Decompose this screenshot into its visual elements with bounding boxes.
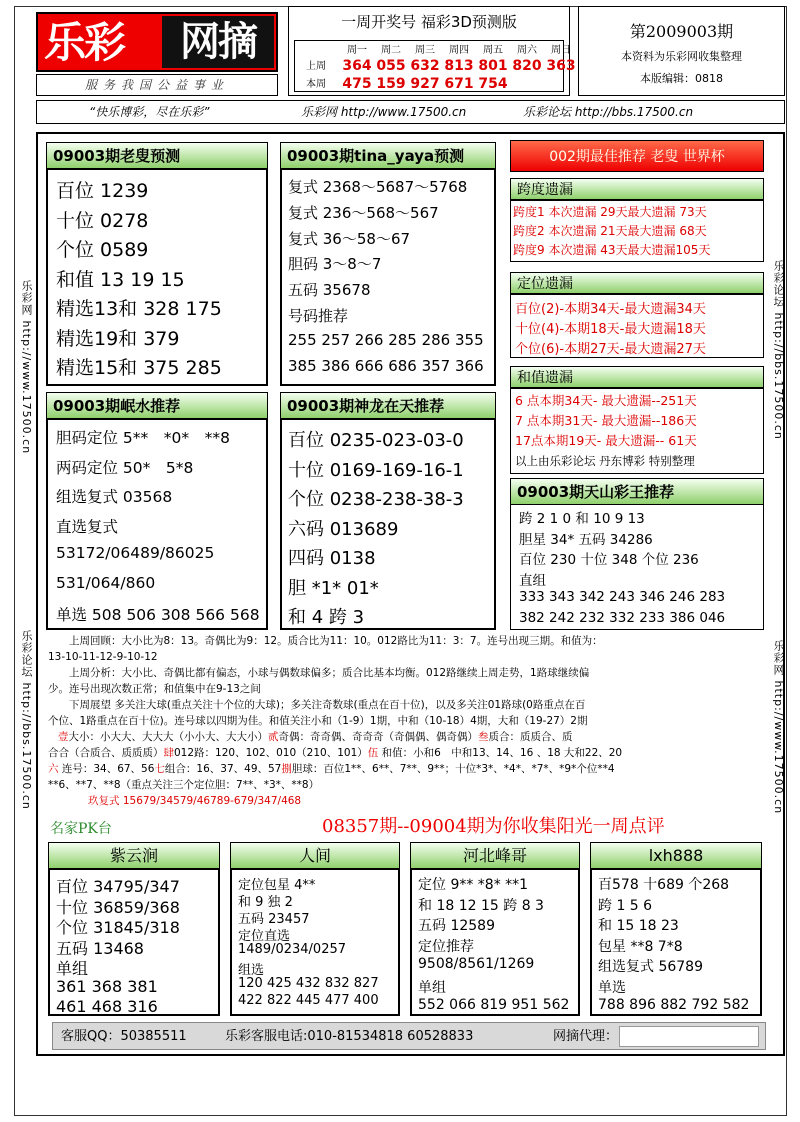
line-item: 17点本期19天- 最大遗漏-- 61天	[515, 433, 697, 448]
line-item: 十位 0278	[56, 209, 149, 232]
line-item: 255 257 266 285 286 355	[288, 330, 484, 349]
review-line-9: 六 连号：34、67、56七组合：16、37、49、57捌胆球：百位1**、6**、7**、9**；十位*3*、*4*、*7*、*9*个位**4	[48, 763, 615, 775]
review-line: 上周回顾：大小比为8：13。奇偶比为9：12。质合比为11：10。012路比为11：3：7。连号出现三期。和值为：	[48, 635, 603, 647]
line-item: 组选复式 03568	[56, 488, 173, 506]
pk-card-line: 和 18 12 15 跨 8 3	[418, 897, 544, 914]
line-item: 十位 0169-169-16-1	[288, 459, 464, 481]
weekday-2: 周三	[415, 45, 435, 56]
line-item: 胆星 34* 五码 34286	[519, 531, 653, 548]
review-num-9: 玖	[88, 795, 99, 807]
span-box	[510, 200, 764, 262]
review-num-8: 捌	[281, 763, 292, 775]
pk-card-line: 五码 13468	[56, 938, 144, 958]
side-text-right-top: 乐彩论坛 http://bbs.17500.cn	[772, 260, 785, 440]
tianshan-box	[510, 504, 764, 630]
last-week-number: 055	[376, 58, 406, 74]
pk-card-line: 定位包星 4**	[238, 878, 316, 893]
line-item: 胆码定位 5** *0* **8	[56, 429, 231, 447]
review-line-11: 玖复式 15679/34579/46789-679/347/468	[88, 795, 302, 807]
row-label-1: 本周	[306, 79, 326, 90]
review-num-3: 叁	[478, 731, 489, 743]
footer-qq: 客服QQ：50385511	[61, 1029, 187, 1044]
line-item: 四码 0138	[288, 548, 376, 569]
line-item: 百位 0235-023-03-0	[288, 430, 464, 451]
logo-text-1: 乐彩	[44, 18, 125, 67]
line-item: 号码推荐	[288, 307, 349, 325]
line-item: 复式 236～568～567	[288, 203, 439, 222]
pk-card-title: 紫云涧	[48, 842, 220, 868]
minshui-box	[46, 418, 268, 630]
pk-card-line: 定位直选	[238, 929, 291, 944]
review-line: 下周展望 多关注大球(重点关注十个位的大球)；多关注奇数球(重点在百十位)，以及多关注01路球(0路重点在百	[48, 699, 586, 711]
pk-card-line: 包星 **8 7*8	[598, 938, 683, 955]
this-week-number: 475	[342, 76, 372, 92]
last-week-number: 813	[444, 58, 474, 74]
pk-card-line: 1489/0234/0257	[238, 942, 347, 957]
line-item: 7 点本期31天- 最大遗漏--186天	[515, 413, 697, 428]
line-item: 6 点本期34天- 最大遗漏--251天	[515, 393, 697, 408]
pk-card-line: 552 066 819 951 562	[418, 997, 570, 1013]
line-item: 个位(6)-本期27天-最大遗漏27天	[515, 342, 706, 357]
this-week-number: 159	[376, 76, 406, 92]
line-item: 385 386 666 686 357 366	[288, 356, 484, 375]
review-line-7: 壹大小：小大大、大大大（小小大、大大小）贰奇偶：奇奇偶、奇奇奇（奇偶偶、偶奇偶）叁质合：质质合、质	[58, 731, 573, 743]
line-item: 两码定位 50* 5*8	[56, 458, 194, 477]
weekday-1: 周二	[381, 45, 401, 56]
editor: 本版编辑：0818	[640, 72, 723, 85]
motto: “快乐博彩，尽在乐彩”	[89, 105, 210, 119]
review-num-2: 贰	[268, 731, 279, 743]
best-note: 以上由乐彩论坛 丹东博彩 特别整理	[515, 454, 695, 468]
weekday-5: 周六	[517, 45, 537, 56]
best-title: 002期最佳推荐 老叟 世界杯	[510, 140, 764, 172]
line-item: 胆 *1* 01*	[288, 577, 379, 599]
pk-card-line: 跨 1 5 6	[598, 897, 653, 914]
pk-card-line: 百578 十689 个268	[598, 877, 730, 893]
line-item: 和值 13 19 15	[56, 268, 185, 291]
last-week-number: 363	[546, 58, 576, 74]
this-week-number: 671	[444, 76, 474, 92]
logo-text-2: 网摘	[162, 16, 274, 68]
site-link-1[interactable]: 乐彩网 http://www.17500.cn	[301, 105, 467, 119]
pk-card-line: 361 368 381	[56, 976, 158, 996]
weekly-results-title: 一周开奖号 福彩3D预测版	[341, 13, 517, 31]
line-item: 直选复式	[56, 517, 119, 536]
weekday-3: 周四	[449, 45, 469, 56]
agent-field	[619, 1026, 759, 1047]
line-item: 跨 2 1 0 和 10 9 13	[519, 511, 645, 527]
review-num-1: 壹	[58, 731, 69, 743]
review-line: 13-10-11-12-9-10-12	[48, 651, 158, 663]
line-item: 百位 1239	[56, 180, 149, 202]
row-label-0: 上周	[306, 61, 326, 72]
issue-number: 第2009003期	[629, 22, 734, 41]
pk-card-line: 定位推荐	[418, 938, 474, 955]
line-item: 精选13和 328 175	[56, 298, 222, 320]
issue-box	[578, 6, 785, 96]
pk-card-line: 422 822 445 477 400	[238, 993, 379, 1008]
pk-card-line: 个位 31845/318	[56, 918, 180, 937]
slogan: 服务我国公益事业	[36, 74, 278, 96]
pk-card-line: 和 15 18 23	[598, 918, 679, 934]
side-text-right-bottom: 乐彩网 http://www.17500.cn	[772, 640, 785, 815]
motto-bar	[36, 100, 785, 124]
this-week-number: 927	[410, 76, 440, 92]
pk-card-line: 120 425 432 832 827	[238, 976, 379, 991]
line-item: 精选19和 379	[56, 327, 180, 350]
review-num-6: 六	[48, 763, 59, 775]
pk-card-line: 十位 36859/368	[56, 897, 180, 917]
weekday-6: 周日	[551, 45, 571, 56]
footer-phone: 乐彩客服电话:010-81534818 60528833	[225, 1029, 474, 1044]
side-text-left-bottom: 乐彩论坛 http://bbs.17500.cn	[20, 630, 33, 810]
side-text-left-top: 乐彩网 http://www.17500.cn	[20, 280, 33, 455]
last-week-number: 820	[512, 58, 542, 74]
sum-box	[510, 388, 764, 474]
logo	[36, 12, 278, 72]
line-item: 和 4 跨 3	[288, 607, 365, 628]
weekday-0: 周一	[347, 45, 367, 56]
pk-card-line: 组选	[238, 963, 265, 978]
pk-headline: 08357期--09004期为你收集阳光一周点评	[322, 816, 665, 837]
span-title: 跨度遗漏	[510, 178, 764, 200]
pk-card-line: 五码 12589	[418, 918, 495, 934]
review-line: 个位、1路重点在百十位)。连号球以四期为佳。和值关注小和（1-9）1期，中和（10-18）4期，大和（19-27）2期	[48, 715, 588, 727]
sum-title: 和值遗漏	[510, 366, 764, 388]
shenlong-title: 09003期神龙在天推荐	[280, 392, 496, 418]
line-item: 六码 013689	[288, 518, 399, 540]
line-item: 单选 508 506 308 566 568	[56, 606, 260, 624]
line-item: 百位 230 十位 348 个位 236	[519, 552, 699, 568]
tianshan-title: 09003期天山彩王推荐	[510, 478, 764, 504]
site-link-2[interactable]: 乐彩论坛 http://bbs.17500.cn	[523, 105, 694, 119]
line-item: 个位 0238-238-38-3	[288, 489, 464, 510]
line-item: 十位(4)-本期18天-最大遗漏18天	[515, 322, 706, 337]
this-week-number: 754	[478, 76, 508, 92]
footer-agent: 网摘代理：	[553, 1029, 619, 1044]
line-item: 跨度9 本次遗漏 43天最大遗漏105天	[513, 243, 711, 257]
line-item: 382 242 232 332 233 386 046	[519, 609, 726, 626]
line-item: 胆码 3～8～7	[288, 255, 382, 274]
pk-card-line: 单组	[418, 979, 446, 996]
last-week-number: 364	[342, 58, 372, 74]
pk-card-title: 河北峰哥	[410, 842, 580, 868]
minshui-title: 09003期岷水推荐	[46, 392, 268, 418]
pk-card-line: 788 896 882 792 582	[598, 997, 750, 1013]
weekday-4: 周五	[483, 45, 503, 56]
review-line-10: **6、**7、**8（重点关注三个定位胆：7**、*3*、**8）	[48, 779, 320, 791]
line-item: 精选15和 375 285	[56, 357, 222, 379]
pos-box	[510, 294, 764, 358]
pk-card-line: 和 9 独 2	[238, 895, 293, 910]
pos-title: 定位遗漏	[510, 272, 764, 294]
review-num-7: 七	[154, 763, 165, 775]
review-line-8: 合合（合质合、质质质）肆012路：120、102、010（210、101）伍 和值：小和6 中和13、14、16 、18 大和22、20	[48, 747, 623, 759]
line-item: 直组	[519, 572, 546, 589]
line-item: 百位(2)-本期34天-最大遗漏34天	[515, 302, 706, 317]
review-line: 少。连号出现次数正常；和值集中在9-13之间	[48, 683, 261, 695]
line-item: 复式 36～58～67	[288, 229, 411, 248]
collect-note: 本资料为乐彩网收集整理	[621, 50, 742, 63]
line-item: 跨度1 本次遗漏 29天最大遗漏 73天	[513, 205, 707, 219]
review-num-5: 伍	[367, 747, 379, 759]
review-line: 上周分析：大小比、奇偶比都有偏态，小球与偶数球偏多；质合比基本均衡。012路继续上周走势，1路球继续偏	[48, 667, 590, 679]
laosou-title: 09003期老叟预测	[46, 142, 268, 168]
review-num-4: 肆	[163, 747, 174, 759]
line-item: 复式 2368～5687～5768	[288, 178, 468, 196]
pk-card-line: 单组	[56, 959, 89, 978]
pk-label: 名家PK台	[50, 821, 112, 837]
pk-card-line: 百位 34795/347	[56, 877, 180, 896]
pk-card-line: 单选	[598, 979, 626, 996]
shenlong-box	[280, 418, 496, 630]
pk-card-line: 定位 9** *8* **1	[418, 877, 529, 893]
line-item: 个位 0589	[56, 239, 149, 261]
laosou-box	[46, 168, 268, 386]
pk-card-line: 五码 23457	[238, 912, 310, 927]
line-item: 531/064/860	[56, 573, 156, 592]
pk-card-title: lxh888	[590, 842, 762, 868]
pk-card-line: 461 468 316	[56, 997, 158, 1016]
line-item: 333 343 342 243 346 246 283	[519, 589, 726, 605]
line-item: 跨度2 本次遗漏 21天最大遗漏 68天	[513, 224, 707, 238]
pk-card-line: 9508/8561/1269	[418, 956, 535, 972]
last-week-number: 801	[478, 58, 508, 74]
line-item: 53172/06489/86025	[56, 544, 215, 562]
tina-box	[280, 168, 496, 386]
pk-card-line: 组选复式 56789	[598, 959, 703, 975]
last-week-number: 632	[410, 58, 440, 74]
tina-title: 09003期tina_yaya预测	[280, 142, 496, 168]
footer-bar	[52, 1022, 766, 1050]
line-item: 五码 35678	[288, 281, 371, 300]
pk-card-title: 人间	[230, 842, 400, 868]
